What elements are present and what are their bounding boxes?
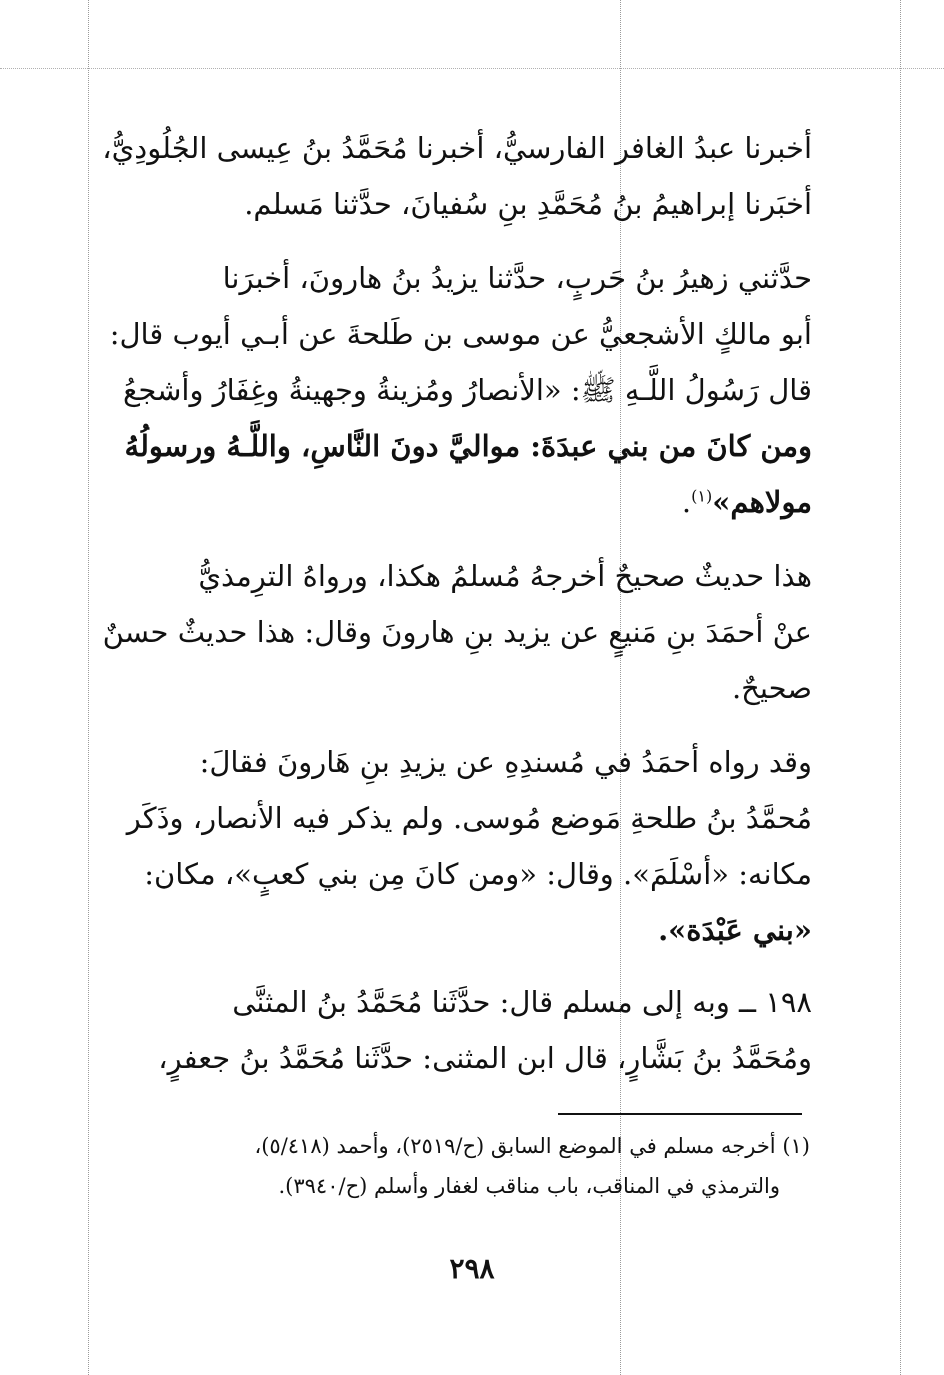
hadith-end: مولاهم» [712,485,812,519]
scan-guide-line-top [0,68,944,69]
scan-guide-line-right [900,0,901,1375]
paragraph-2 [106,250,812,530]
paragraph-3 [102,548,812,716]
footnote-line: (١) أخرجه مسلم في الموضع السابق (ح/٢٥١٩)، وأحمد (٥/٤١٨)، [254,1134,810,1158]
text-line-with-footnote: مولاهم»$^{(١)}$. [681,485,812,519]
text-line: ١٩٨ ــ وبه إلى مسلم قال: حدَّثَنا مُحَمَّدُ بنُ المثنَّى [232,985,812,1019]
text-line: أبو مالكٍ الأشجعيُّ عن موسى بن طَلحةَ عن أبـي أيوب قال: [109,317,812,351]
paragraph-4 [106,734,812,958]
text-line: عنْ أحمَدَ بنِ مَنيعٍ عن يزيد بنِ هارونَ وقال: هذا حديثٌ حسنٌ [102,615,812,649]
footnote-marker: (١) [691,486,713,506]
text-line: صحيحٌ. [731,671,812,705]
paragraph-1 [102,120,812,232]
page-number: ٢٩٨ [449,1252,495,1285]
text-line: ومن كانَ من بني عبدَةَ: مواليَّ دونَ النَّاسِ، واللَّـهُ ورسولُهُ [124,429,812,463]
text-line: مُحمَّدُ بنُ طلحةِ مَوضع مُوسى. ولم يذكر فيه الأنصار، وذَكَر [126,801,812,835]
footnote-line: والترمذي في المناقب، باب مناقب لغفار وأسلم (ح/٣٩٤٠). [278,1174,780,1198]
footnotes [120,1126,810,1206]
scan-guide-line-left [88,0,89,1375]
footnote-separator [558,1113,802,1115]
text-line: وقد رواه أحمَدُ في مُسندِهِ عن يزيدِ بنِ هَارونَ فقالَ: [199,745,812,779]
text-line: قال رَسُولُ اللَّـهِ ﷺ: «الأنصارُ ومُزينةُ وجهينةُ وغِفَارُ وأشجعُ [122,373,812,407]
paragraph-5 [106,974,812,1086]
text-line: حدَّثني زهيرُ بنُ حَربٍ، حدَّثنا يزيدُ بنُ هارونَ، أخبرَنا [222,261,812,295]
text-line: ومُحَمَّدُ بنُ بَشَّارٍ، قال ابن المثنى: حدَّثَنا مُحَمَّدُ بنُ جعفرٍ، [158,1041,812,1075]
text-line: أخبَرنا إبراهيمُ بنُ مُحَمَّدِ بنِ سُفيانَ، حدَّثنا مَسلم. [244,187,812,221]
text-line: مكانه: «أسْلَمَ». وقال: «ومن كانَ مِن بني كعبٍ»، مكان: [144,857,812,891]
text-line: «بني عَبْدَة». [658,913,812,947]
text-line: هذا حديثٌ صحيحٌ أخرجهُ مُسلمُ هكذا، ورواهُ الترِمذيُّ [198,559,812,593]
text-line: أخبرنا عبدُ الغافر الفارسيُّ، أخبرنا مُحَمَّدُ بنُ عِيسى الجُلُودِيُّ، [102,131,812,165]
